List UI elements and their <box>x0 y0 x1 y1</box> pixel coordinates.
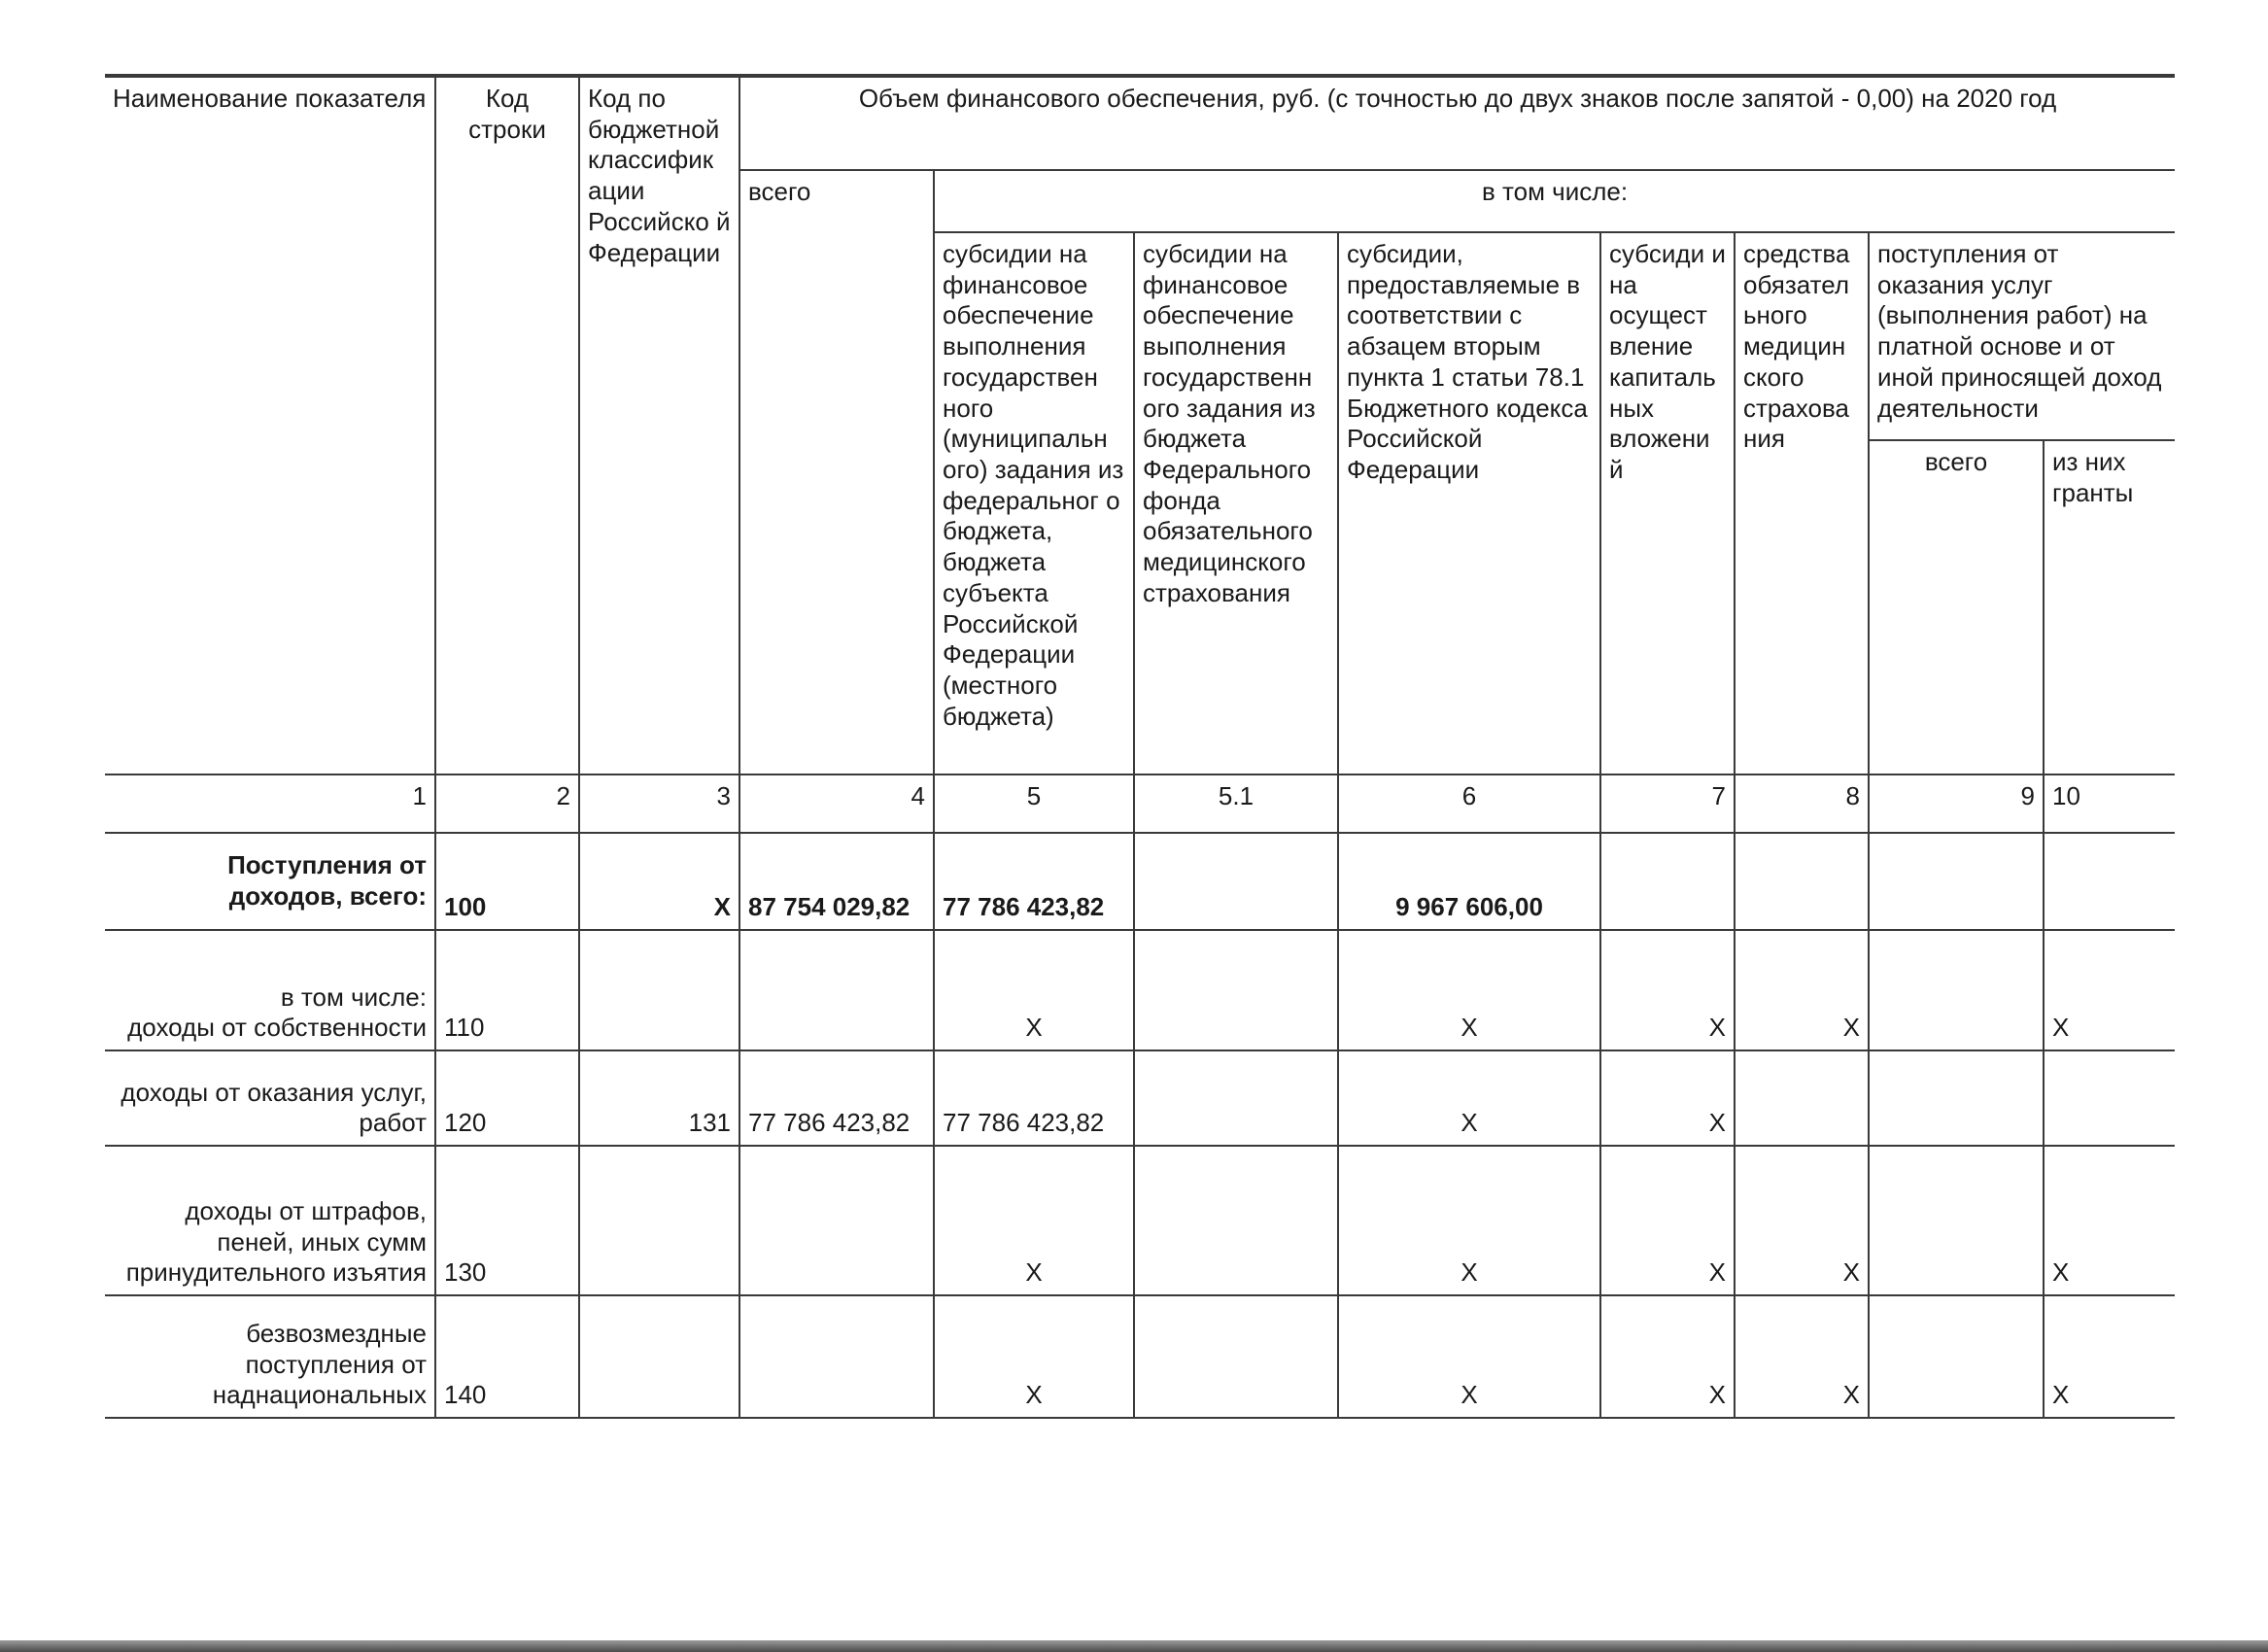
row-col9 <box>1869 833 2044 930</box>
row-col8: X <box>1735 1295 1869 1418</box>
row-bk-code: X <box>579 833 739 930</box>
row-code: 110 <box>435 930 579 1050</box>
row-col10: X <box>2044 1146 2175 1295</box>
column-number: 3 <box>579 774 739 833</box>
row-total <box>739 1146 934 1295</box>
table-row-110 <box>105 930 2175 1050</box>
row-code: 130 <box>435 1146 579 1295</box>
row-bk-code <box>579 1146 739 1295</box>
column-number: 4 <box>739 774 934 833</box>
header-col8: средства обязател ьного медицин ского страхова ния <box>1735 232 1869 774</box>
header-volume: Объем финансового обеспечения, руб. (с точностью до двух знаков после запятой - 0,00) на 2020 год <box>739 77 2175 170</box>
header-paid-services: поступления от оказания услуг (выполнения работ) на платной основе и от иной приносящей доход деятельности <box>1869 232 2175 440</box>
row-col6: X <box>1338 1295 1600 1418</box>
row-col5: 77 786 423,82 <box>934 833 1134 930</box>
header-including: в том числе: <box>934 170 2175 232</box>
row-total: 77 786 423,82 <box>739 1050 934 1146</box>
row-col9 <box>1869 1050 2044 1146</box>
row-col8: X <box>1735 930 1869 1050</box>
row-col5: X <box>934 1295 1134 1418</box>
column-number: 5.1 <box>1134 774 1338 833</box>
row-col5: X <box>934 930 1134 1050</box>
column-number: 10 <box>2044 774 2175 833</box>
row-name: доходы от собственности <box>127 1013 427 1043</box>
column-number: 8 <box>1735 774 1869 833</box>
row-name: доходы от штрафов, пеней, иных сумм принудительного изъятия <box>105 1146 435 1295</box>
row-col10 <box>2044 1050 2175 1146</box>
row-code: 100 <box>435 833 579 930</box>
row-col7 <box>1600 833 1735 930</box>
row-col5-1 <box>1134 833 1338 930</box>
row-col5: 77 786 423,82 <box>934 1050 1134 1146</box>
row-bk-code: 131 <box>579 1050 739 1146</box>
header-name: Наименование показателя <box>105 77 435 774</box>
row-col8: X <box>1735 1146 1869 1295</box>
row-col6: X <box>1338 930 1600 1050</box>
column-number: 7 <box>1600 774 1735 833</box>
row-name: доходы от оказания услуг, работ <box>105 1050 435 1146</box>
row-col7: X <box>1600 1146 1735 1295</box>
header-col7: субсиди и на осущест вление капиталь ных вложени й <box>1600 232 1735 774</box>
row-col8 <box>1735 1050 1869 1146</box>
column-number: 6 <box>1338 774 1600 833</box>
header-col5: субсидии на финансовое обеспечение выполнения государствен ного (муниципальн ого) задания из федеральног о бюджета, бюджета субъекта Российской Федерации (местного бюджета) <box>934 232 1134 774</box>
scan-edge-strip <box>0 1640 2268 1652</box>
row-total: 87 754 029,82 <box>739 833 934 930</box>
row-col7: X <box>1600 1050 1735 1146</box>
table-row-100 <box>105 833 2175 930</box>
row-col9 <box>1869 930 2044 1050</box>
row-total <box>739 930 934 1050</box>
table-row-120 <box>105 1050 2175 1146</box>
row-col5-1 <box>1134 1050 1338 1146</box>
row-col8 <box>1735 833 1869 930</box>
row-bk-code <box>579 1295 739 1418</box>
column-number: 9 <box>1869 774 2044 833</box>
row-col6: X <box>1338 1146 1600 1295</box>
column-number: 1 <box>105 774 435 833</box>
row-total <box>739 1295 934 1418</box>
financial-table <box>105 76 2175 1419</box>
header-total: всего <box>739 170 934 774</box>
header-col6: субсидии, предоставляемые в соответствии с абзацем вторым пункта 1 статьи 78.1 Бюджетного кодекса Российской Федерации <box>1338 232 1600 774</box>
row-code: 140 <box>435 1295 579 1418</box>
row-col5-1 <box>1134 930 1338 1050</box>
row-bk-code <box>579 930 739 1050</box>
row-col9 <box>1869 1295 2044 1418</box>
row-name: безвозмездные поступления от наднациональных <box>105 1295 435 1418</box>
header-col9: всего <box>1869 440 2044 774</box>
row-name: Поступления от доходов, всего: <box>105 833 435 930</box>
row-col10: X <box>2044 930 2175 1050</box>
row-col5-1 <box>1134 1146 1338 1295</box>
row-name-cell <box>105 930 435 1050</box>
header-col5-1: субсидии на финансовое обеспечение выполнения государственн ого задания из бюджета Федерального фонда обязательного медицинского страхования <box>1134 232 1338 774</box>
row-col5-1 <box>1134 1295 1338 1418</box>
header-code: Код строки <box>435 77 579 774</box>
row-code: 120 <box>435 1050 579 1146</box>
row-col10 <box>2044 833 2175 930</box>
header-col10: из них гранты <box>2044 440 2175 774</box>
row-name-intro: в том числе: <box>280 981 427 1012</box>
header-bk-code: Код по бюджетной классифик ации Российско й Федерации <box>579 77 739 774</box>
column-numbers-row <box>105 774 2175 833</box>
row-col9 <box>1869 1146 2044 1295</box>
row-col5: X <box>934 1146 1134 1295</box>
row-col6: X <box>1338 1050 1600 1146</box>
row-col7: X <box>1600 930 1735 1050</box>
row-col6: 9 967 606,00 <box>1338 833 1600 930</box>
column-number: 5 <box>934 774 1134 833</box>
table-row-130 <box>105 1146 2175 1295</box>
row-col10: X <box>2044 1295 2175 1418</box>
column-number: 2 <box>435 774 579 833</box>
row-col7: X <box>1600 1295 1735 1418</box>
table-row-140 <box>105 1295 2175 1418</box>
